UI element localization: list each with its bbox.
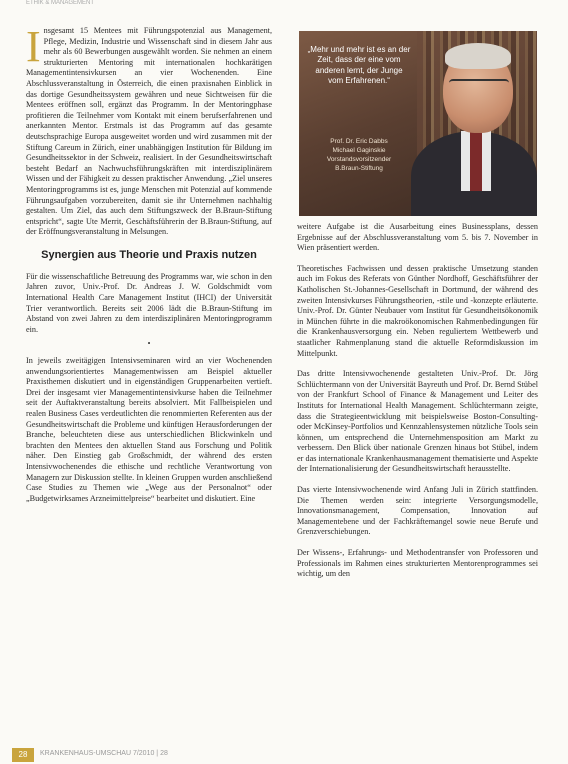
body-paragraph: In jeweils zweitägigen Intensivseminaren wird an vier Wochenenden anwendungsorientiertes Managementwissen am Beispiel aktueller Praxisthemen diskutiert und in eigenständigen Gruppenarbeiten vertieft. Drei der insgesamt vier Managementintensivkurse haben die Teilnehmer seit der Auftaktveranstaltung bereits absolviert. Mit Fallbeispielen und realen Business Cases verdeutlichten die renommierten Referenten aus der Gesundheitswirtschaft die Probleme und künftigen Herausforderungen der Branche, beleuchteten diese aus unterschiedlichen Blickwinkeln und brachten den Mentees den aktuellen Stand aus Forschung und Politik näher. Den Einstieg gab Großschmidt, der während des ersten Intensivwochenendes die ethische und rechtliche Verantwortung von Managern zur Diskussion stellte. In kleinen Gruppen wurden anschließend Case Studies zu Themen wie „Wege aus der Personalnot“ oder „Budgetwirksames Arzneimittelpreise“ bearbeitet und diskutiert. Eine [26,356,272,503]
section-subheading: Synergien aus Theorie und Praxis nutzen [41,248,257,261]
journal-reference: KRANKENHAUS-UMSCHAU 7/2010 | 28 [40,750,168,757]
caption-line: B.Braun-Stiftung [335,165,383,172]
body-paragraph: Das dritte Intensivwochenende gestalteten Univ.-Prof. Dr. Jörg Schlüchtermann von der Universität Bayreuth und Prof. Dr. Bernd Stübel von der Frankfurt School of Finance & Management und Leiter des Instituts for International Health Management. Schlüchtermann zeigte, dass die Strategieentwicklung mit beispielsweise Boston-Consulting- oder McKinsey-Portfolios und Kennzahlensystemen nützliche Tools sein können, um entsprechend die Unternehmensposition am Markt zu verbessern. Den Blick über nationale Grenzen hinaus bot Stübel, indem er das internationale Krankenhausmanagement thematisierte und Aspekte der Internationalisierung der Gesundheitswirtschaft herausstellte. [297,369,538,474]
body-paragraph: Für die wissenschaftliche Betreuung des Programms war, wie schon in den Jahren zuvor, Univ.-Prof. Dr. Andreas J. W. Goldschmidt vom International Health Care Management Institut (IHCI) der Universität Trier verantwortlich. Bereits seit 2006 lädt die B.Braun-Stiftung im Abstand von zwei Jahren zu dem interdisziplinären Mentoringprogramm ein. [26,271,272,334]
body-paragraph: Theoretisches Fachwissen und dessen praktische Umsetzung standen auch im Fokus des Referats von Günther Nordhoff, Geschäftsführer der Katholischen St.-Johannes-Gesellschaft in Dortmund, der während des zweiten Intensivkurses Führungstheorien, -stile und -konzepte erläuterte. Univ.-Prof. Dr. Günter Neubauer vom Institut für Gesundheitsökonomik in München führte in die makroökonomischen Rahmenbedingungen für die Krankenhausversorgung ein. Neben reguliertem Wettbewerb und staatlicher Rahmenplanung stand die aktuelle Reformdiskussion im Mittelpunkt. [297,263,538,358]
left-column [26,26,272,736]
caption-line: Prof. Dr. Eric Dabbs [330,138,388,145]
bullet-mark: • [147,339,151,349]
pull-quote: „Mehr und mehr ist es an der Zeit, dass der eine vom anderen lernt, der Junge vom Erfahrenen.“ [307,45,411,86]
portrait-photo [299,31,537,216]
glasses-icon [449,79,509,93]
running-head: ETHIK & MANAGEMENT [26,0,95,6]
page-number: 28 [12,748,34,762]
body-paragraph: nsgesamt 15 Mentees mit Führungspotenzial aus Management, Pflege, Medizin, Industrie und Wissenschaft sind in diesem Jahr aus mehr als 60 Bewerbungen ausgewählt worden. Sie nehmen an einem strukturierten Mentoring mit internationalen hochkarätigen Managementintensivkursen an vier Wochenenden. Eine Abschlussveranstaltung in Österreich, die einen praxisnahen Einblick in das dortige Gesundheitssystem gewähren und neue Sichtweisen für die Mentees eröffnen soll, ergänzt das Programm. In der Mentoringphase profitieren die Teilnehmer vom Kontakt mit einem berufserfahrenen und anerkannten Mentor. Erstmals ist das Programm auf das gesamte deutschsprachige Europa ausgeweitet worden und wird zusammen mit der Stiftung Careum in Zürich, einer unabhängigen Institution für Bildung im Gesundheitssektor in der Schweiz, realisiert. In der Gesundheitswirtschaft besteht Bedarf an Nachwuchsführungskräften mit interdisziplinärem Wissen und der Fähigkeit zu dessen praktischer Anwendung. „Ziel unseres Mentoringprogramms ist es, junge Menschen mit Potenzial auf kommende Führungsaufgaben vorzubereiten, damit sie ihr Unternehmen nachhaltig gestalten. Um Ziel, das auch dem Stiftungszweck der B.Braun-Stiftung entspricht“, sagte Ute Merrit, Geschäftsführerin der B.Braun-Stiftung, auf der Eröffnungsveranstaltung in Melsungen. [26,26,272,237]
caption-line: Vorstandsvorsitzender [326,156,392,163]
portrait-hair [445,43,511,69]
body-paragraph: Das vierte Intensivwochenende wird Anfang Juli in Zürich stattfinden. Die Themen werden sein: integrierte Versorgungsmodelle, Innovationsmanagement, Compensation, Innovation auf Managementebene und der Fachkräftemangel sowie neue Berufe und Grenzverschiebungen. [297,485,538,537]
right-column [297,222,538,737]
page-footer [0,742,568,764]
body-paragraph: weitere Aufgabe ist die Ausarbeitung eines Businessplans, dessen Ergebnisse auf der Abschlussveranstaltung vom 5. bis 7. November in Wien präsentiert werden. [297,222,538,253]
shirt-and-tie [461,131,491,191]
caption-line: Michael Gaginskie [332,147,386,154]
body-paragraph: Der Wissens-, Erfahrungs- und Methodentransfer von Professoren und Professionals im Rahmen eines strukturierten Mentorenprogrammes sei wichtig, um den [297,548,538,579]
photo-caption [307,137,411,173]
drop-cap: I [26,26,41,71]
